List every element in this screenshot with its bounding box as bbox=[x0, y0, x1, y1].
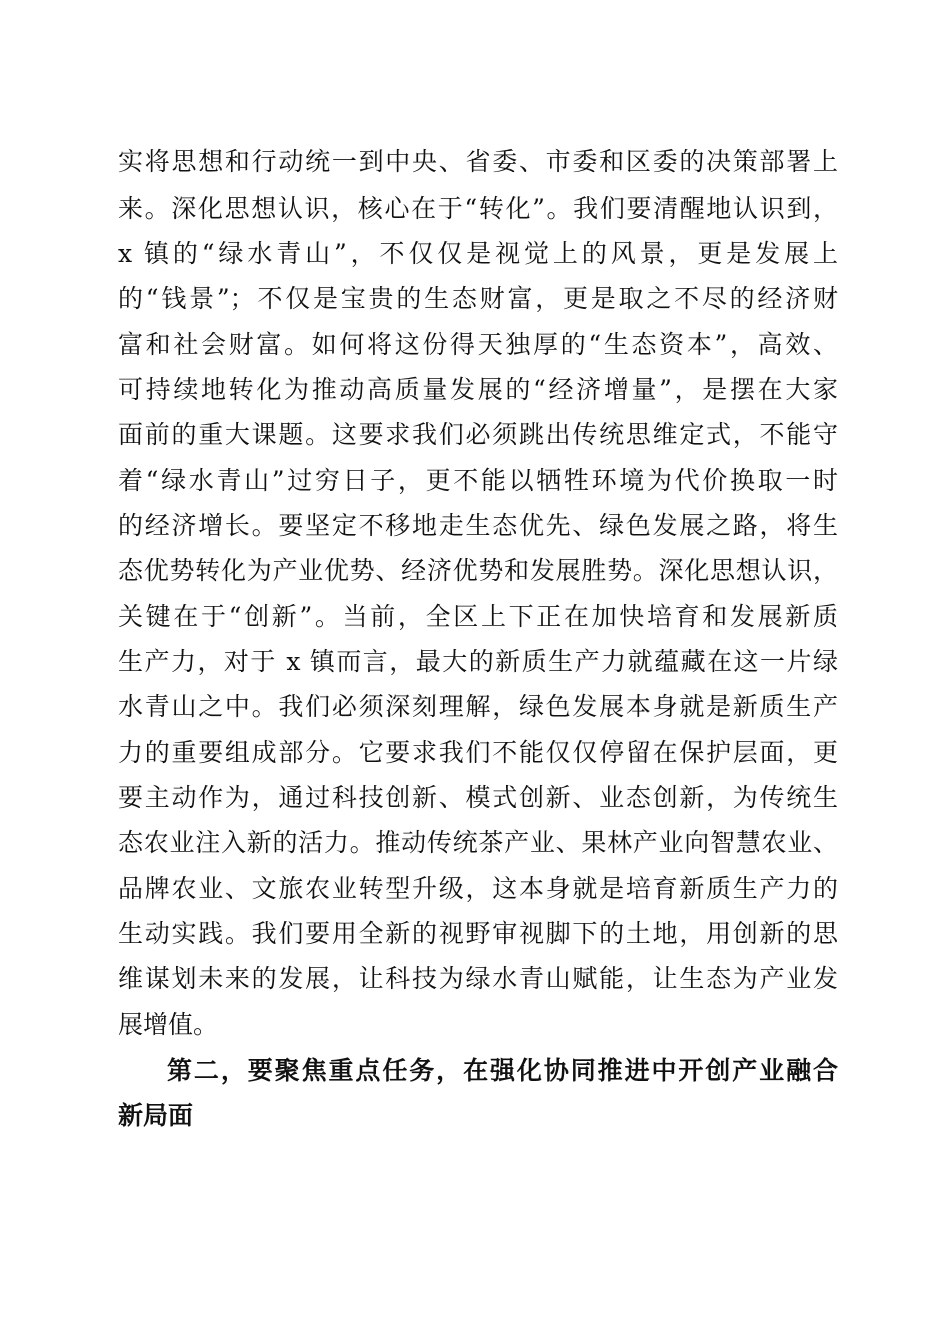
heading-line: 新局面 bbox=[118, 1101, 194, 1130]
paragraph-line: 态优势转化为产业优势、经济优势和发展胜势。深化思想认识， bbox=[118, 556, 838, 585]
paragraph-line: 水青山之中。我们必须深刻理解，绿色发展本身就是新质生产 bbox=[118, 692, 838, 721]
paragraph-line: 力的重要组成部分。它要求我们不能仅仅停留在保护层面，更 bbox=[118, 738, 838, 767]
paragraph-line: 的“钱景”；不仅是宝贵的生态财富，更是取之不尽的经济财 bbox=[118, 284, 838, 313]
paragraph-line: 维谋划未来的发展，让科技为绿水青山赋能，让生态为产业发 bbox=[118, 964, 838, 993]
paragraph-line: 着“绿水青山”过穷日子，更不能以牺牲环境为代价换取一时 bbox=[118, 466, 838, 495]
paragraph-line: 的经济增长。要坚定不移地走生态优先、绿色发展之路，将生 bbox=[118, 511, 838, 540]
paragraph-line: 关键在于“创新”。当前，全区上下正在加快培育和发展新质 bbox=[118, 602, 838, 631]
paragraph-line: 品牌农业、文旅农业转型升级，这本身就是培育新质生产力的 bbox=[118, 874, 838, 903]
paragraph-line: 生动实践。我们要用全新的视野审视脚下的土地，用创新的思 bbox=[118, 919, 838, 948]
paragraph-line: x 镇的“绿水青山”，不仅仅是视觉上的风景，更是发展上 bbox=[118, 239, 838, 268]
paragraph-line: 态农业注入新的活力。推动传统茶产业、果林产业向智慧农业、 bbox=[118, 828, 838, 857]
paragraph-line: 生产力，对于 x 镇而言，最大的新质生产力就蕴藏在这一片绿 bbox=[118, 647, 838, 676]
heading-line: 第二，要聚焦重点任务，在强化协同推进中开创产业融合 bbox=[167, 1056, 838, 1085]
paragraph-line: 来。深化思想认识，核心在于“转化”。我们要清醒地认识到， bbox=[118, 194, 838, 223]
paragraph-line: 要主动作为，通过科技创新、模式创新、业态创新，为传统生 bbox=[118, 783, 838, 812]
paragraph-line: 展增值。 bbox=[118, 1010, 219, 1039]
paragraph-line: 可持续地转化为推动高质量发展的“经济增量”，是摆在大家 bbox=[118, 375, 838, 404]
paragraph-line: 面前的重大课题。这要求我们必须跳出传统思维定式，不能守 bbox=[118, 420, 838, 449]
paragraph-line: 富和社会财富。如何将这份得天独厚的“生态资本”，高效、 bbox=[118, 330, 838, 359]
paragraph-line: 实将思想和行动统一到中央、省委、市委和区委的决策部署上 bbox=[118, 147, 838, 176]
